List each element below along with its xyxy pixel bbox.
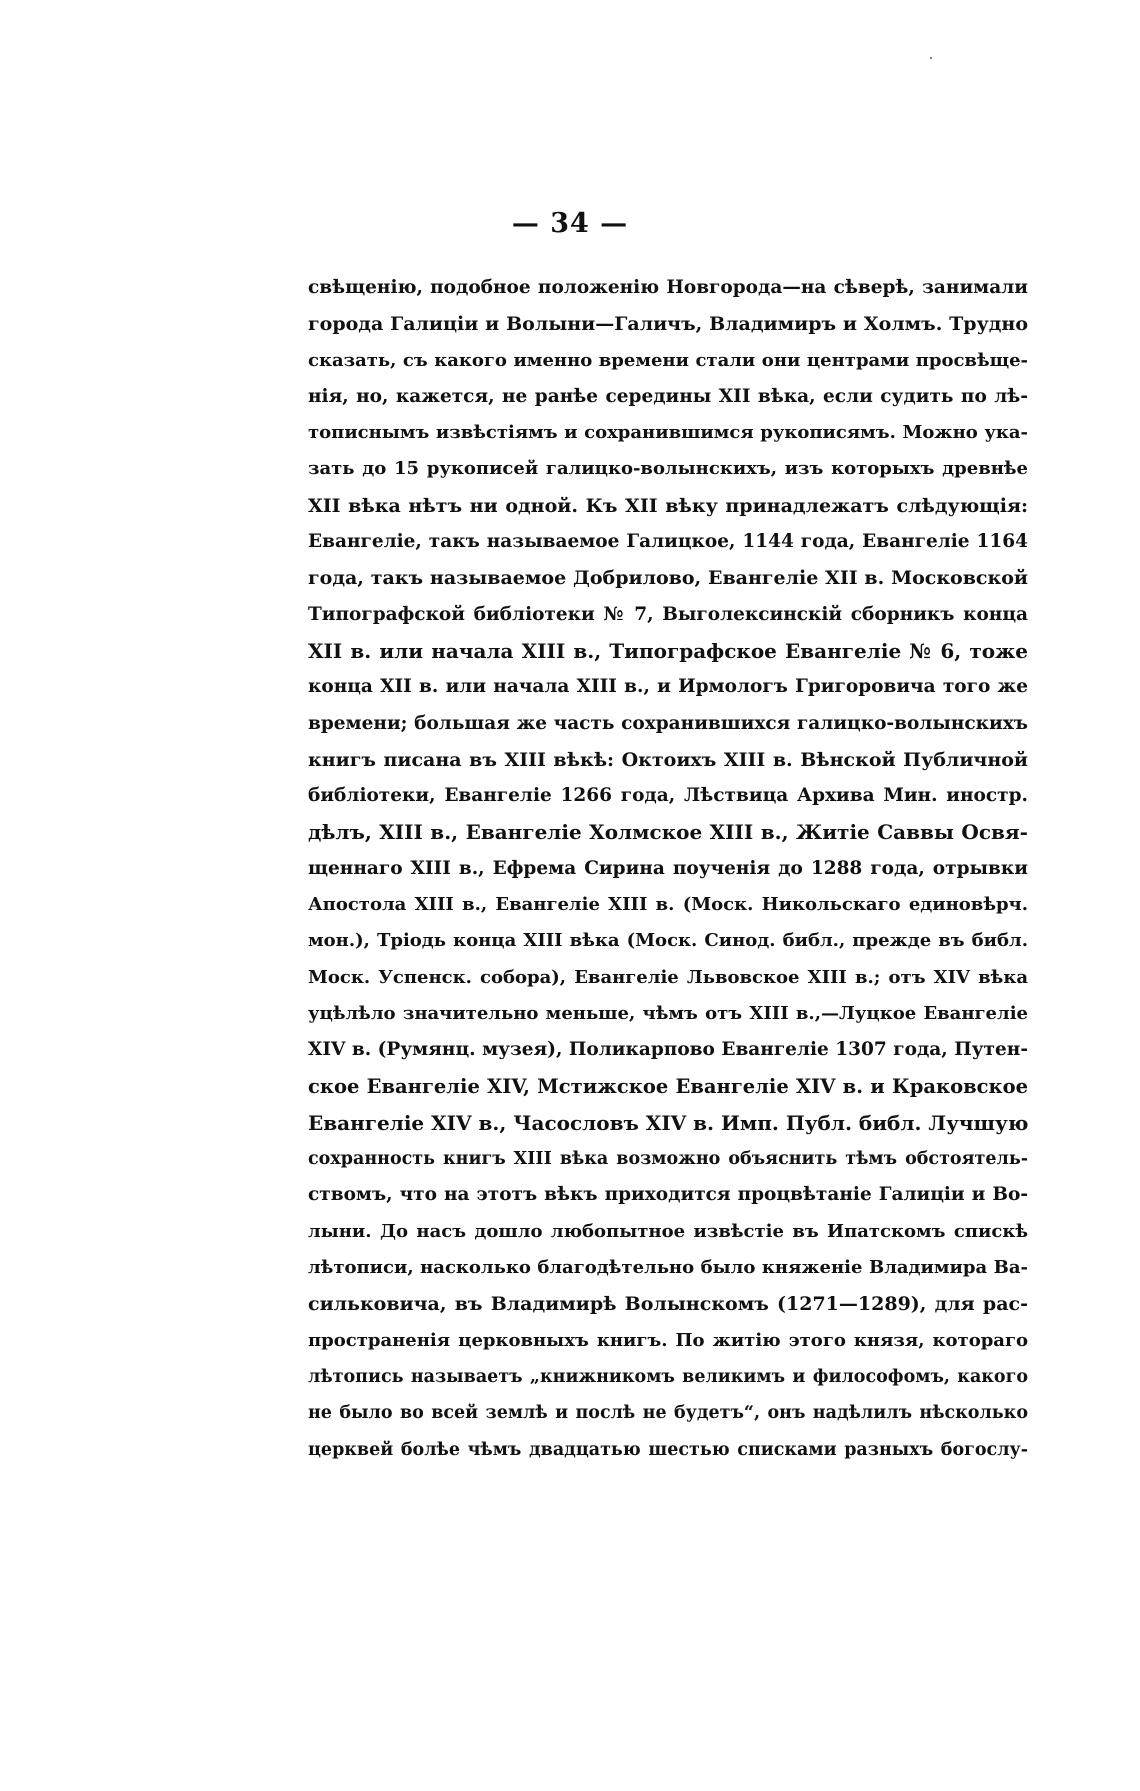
text-line: Моск. Успенск. собора), Евангеліе Львовское XIII в.; отъ XIV вѣка xyxy=(308,966,1028,988)
text-line: конца XII в. или начала XIII в., и Ирмологъ Григоровича того же xyxy=(308,676,1028,698)
text-line: Апостола XIII в., Евангеліе XIII в. (Моск. Никольскаго единовѣрч. xyxy=(308,894,1028,916)
text-line: мон.), Тріодь конца XIII вѣка (Моск. Синод. библ., прежде въ библ. xyxy=(308,930,1028,952)
text-line: зать до 15 рукописей галицко-волынскихъ, изъ которыхъ древнѣе xyxy=(308,458,1028,480)
text-line: нія, но, кажется, не ранѣе середины XII вѣка, если судить по лѣ- xyxy=(308,385,1028,407)
text-line: сохранность книгъ XIII вѣка возможно объяснить тѣмъ обстоятель- xyxy=(308,1149,1028,1170)
text-line: города Галиціи и Волыни—Галичъ, Владимиръ и Холмъ. Трудно xyxy=(308,313,1028,336)
text-line: XII в. или начала XIII в., Типографское Евангеліе № 6, тоже xyxy=(308,638,1028,663)
text-line: сильковича, въ Владимирѣ Волынскомъ (1271—1289), для рас- xyxy=(308,1293,1028,1316)
body-text xyxy=(308,270,1028,1468)
page-number: — 34 — xyxy=(511,208,629,239)
text-line: ствомъ, что на этотъ вѣкъ приходится процвѣтаніе Галиціи и Во- xyxy=(308,1184,1028,1206)
text-line: ское Евангеліе XIV, Мстижское Евангеліе XIV в. и Краковское xyxy=(308,1074,1028,1098)
text-line: Евангеліе, такъ называемое Галицкое, 1144 года, Евангеліе 1164 xyxy=(308,531,1028,553)
text-line: свѣщенію, подобное положенію Новгорода—на сѣверѣ, занимали xyxy=(308,277,1028,298)
text-line: XII вѣка нѣтъ ни одной. Къ XII вѣку принадлежатъ слѣдующія: xyxy=(308,494,1028,517)
scan-speck xyxy=(930,57,932,59)
text-line: лыни. До насъ дошло любопытное извѣстіе въ Ипатскомъ спискѣ xyxy=(308,1220,1028,1242)
text-line: тописнымъ извѣстіямъ и сохранившимся рукописямъ. Можно ука- xyxy=(308,422,1028,444)
text-line: пространенія церковныхъ книгъ. По житію этого князя, котораго xyxy=(308,1329,1028,1351)
text-line: года, такъ называемое Добрилово, Евангеліе XII в. Московской xyxy=(308,567,1028,590)
text-line: уцѣлѣло значительно меньше, чѣмъ отъ XIII в.,—Луцкое Евангеліе xyxy=(308,1002,1028,1024)
text-line: не было во всей землѣ и послѣ не будетъ“, онъ надѣлилъ нѣсколько xyxy=(308,1403,1028,1424)
text-line: щеннаго XIII в., Ефрема Сирина поученія до 1288 года, отрывки xyxy=(308,857,1028,879)
text-line: дѣлъ, XIII в., Евангеліе Холмское XIII в., Житіе Саввы Освя- xyxy=(308,820,1028,845)
text-line: времени; большая же часть сохранившихся галицко-волынскихъ xyxy=(308,712,1028,734)
text-line: XIV в. (Румянц. музея), Поликарпово Евангеліе 1307 года, Путен- xyxy=(308,1039,1028,1061)
text-line: сказать, съ какого именно времени стали они центрами просвѣще- xyxy=(308,349,1028,371)
text-line: библіотеки, Евангеліе 1266 года, Лѣствица Архива Мин. иностр. xyxy=(308,785,1028,807)
text-line: Типографской библіотеки № 7, Выголексинскій сборникъ конца xyxy=(308,603,1028,625)
text-line: лѣтопись называетъ „книжникомъ великимъ и философомъ, какого xyxy=(308,1366,1028,1387)
text-line: церквей болѣе чѣмъ двадцатью шестью списками разныхъ богослу- xyxy=(308,1439,1028,1460)
text-line: Евангеліе XIV в., Часословъ XIV в. Имп. Публ. библ. Лучшую xyxy=(308,1110,1029,1135)
text-line: книгъ писана въ XIII вѣкѣ: Октоихъ XIII в. Вѣнской Публичной xyxy=(308,748,1028,771)
text-line: лѣтописи, насколько благодѣтельно было княженіе Владимира Ва- xyxy=(308,1257,1028,1279)
